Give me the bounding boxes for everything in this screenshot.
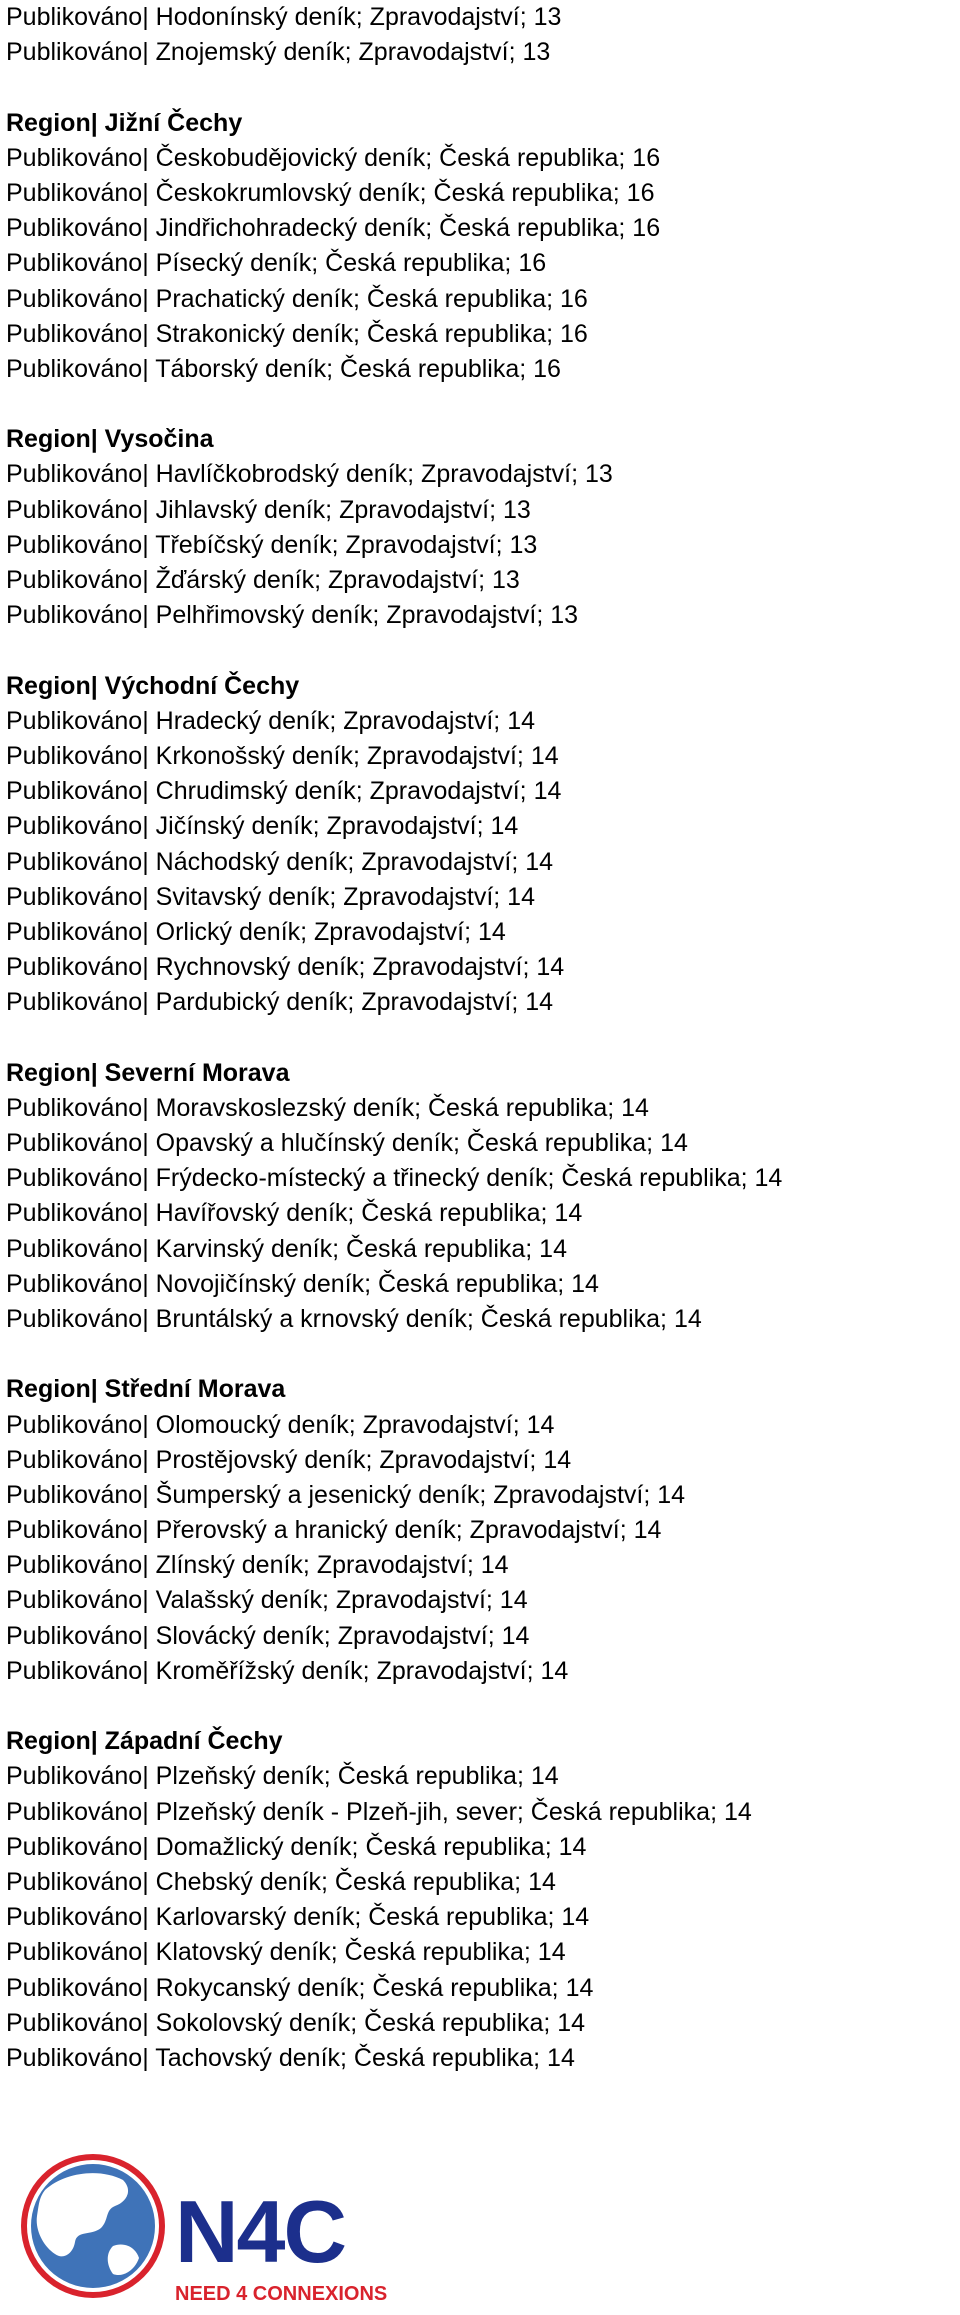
published-prefix: Publikováno| — [6, 1586, 149, 1615]
published-prefix: Publikováno| — [6, 953, 149, 982]
publication-text: Šumperský a jesenický deník; Zpravodajství; 14 — [155, 1480, 686, 1509]
publication-line — [6, 1935, 960, 1970]
publication-text: Pardubický deník; Zpravodajství; 14 — [155, 988, 554, 1017]
publication-text: Prachatický deník; Česká republika; 16 — [155, 284, 588, 313]
document-body — [6, 0, 960, 2076]
publication-line — [6, 1091, 960, 1126]
publication-text: Kroměřížský deník; Zpravodajství; 14 — [155, 1656, 569, 1685]
publication-text: Prostějovský deník; Zpravodajství; 14 — [155, 1445, 572, 1474]
published-prefix: Publikováno| — [6, 460, 149, 489]
publication-text: Sokolovský deník; Česká republika; 14 — [155, 2008, 586, 2037]
publication-text: Znojemský deník; Zpravodajství; 13 — [155, 38, 551, 67]
logo-wordmark: N4C — [175, 2182, 346, 2281]
publication-line — [6, 915, 960, 950]
publication-text: Moravskoslezský deník; Česká republika; 14 — [155, 1093, 649, 1122]
published-prefix: Publikováno| — [6, 1938, 149, 1967]
publication-line — [6, 1900, 960, 1935]
publication-text: Pelhřimovský deník; Zpravodajství; 13 — [155, 601, 579, 630]
region-name: Západní Čechy — [104, 1727, 283, 1756]
publication-text: Frýdecko-místecký a třinecký deník; Česká republika; 14 — [155, 1164, 783, 1193]
publication-text: Žďárský deník; Zpravodajství; 13 — [155, 566, 520, 594]
published-prefix: Publikováno| — [6, 1621, 149, 1650]
published-prefix: Publikováno| — [6, 1867, 149, 1896]
publication-text: Jičínský deník; Zpravodajství; 14 — [155, 812, 519, 841]
publication-text: Chebský deník; Česká republika; 14 — [155, 1867, 556, 1896]
published-prefix: Publikováno| — [6, 2043, 149, 2072]
publication-line — [6, 2006, 960, 2041]
publication-text: Plzeňský deník - Plzeň-jih, sever; Česká republika; 14 — [155, 1797, 752, 1826]
publication-text: Opavský a hlučínský deník; Česká republika; 14 — [155, 1129, 688, 1157]
publication-text: Přerovský a hranický deník; Zpravodajství; 14 — [155, 1516, 662, 1545]
publication-text: Písecký deník; Česká republika; 16 — [155, 249, 547, 278]
publication-text: Domažlický deník; Česká republika; 14 — [155, 1832, 587, 1861]
published-prefix: Publikováno| — [6, 988, 149, 1017]
published-prefix: Publikováno| — [6, 530, 149, 559]
publication-text: Rokycanský deník; Česká republika; 14 — [155, 1973, 594, 2002]
publication-line — [6, 1759, 960, 1794]
region-prefix: Region| — [6, 1727, 98, 1756]
publication-line — [6, 528, 960, 563]
publication-text: Plzeňský deník; Česká republika; 14 — [155, 1762, 559, 1791]
published-prefix: Publikováno| — [6, 1903, 149, 1932]
publication-text: Rychnovský deník; Zpravodajství; 14 — [155, 953, 565, 982]
published-prefix: Publikováno| — [6, 1797, 149, 1826]
published-prefix: Publikováno| — [6, 3, 149, 31]
logo-tagline: NEED 4 CONNEXIONS — [175, 2283, 388, 2305]
published-prefix: Publikováno| — [6, 214, 149, 243]
publication-text: Slovácký deník; Zpravodajství; 14 — [155, 1621, 530, 1650]
section-gap — [6, 1689, 960, 1724]
published-prefix: Publikováno| — [6, 1410, 149, 1439]
publication-line — [6, 1478, 960, 1513]
publication-line — [6, 1971, 960, 2006]
published-prefix: Publikováno| — [6, 1445, 149, 1474]
region-heading — [6, 1372, 960, 1407]
publication-text: Novojičínský deník; Česká republika; 14 — [155, 1269, 599, 1298]
published-prefix: Publikováno| — [6, 917, 149, 946]
publication-line — [6, 1513, 960, 1548]
publication-text: Třebíčský deník; Zpravodajství; 13 — [155, 530, 538, 559]
published-prefix: Publikováno| — [6, 1129, 149, 1157]
publication-line — [6, 598, 960, 633]
publication-line — [6, 457, 960, 492]
section-gap — [6, 633, 960, 668]
publication-line — [6, 1126, 960, 1161]
publication-text: Strakonický deník; Česká republika; 16 — [155, 319, 588, 348]
section-gap — [6, 1020, 960, 1055]
region-name: Severní Morava — [104, 1058, 290, 1087]
publication-line — [6, 1795, 960, 1830]
publication-line — [6, 774, 960, 809]
publication-text: Karvinský deník; Česká republika; 14 — [155, 1234, 567, 1263]
publication-line — [6, 1654, 960, 1689]
publication-text: Tachovský deník; Česká republika; 14 — [155, 2043, 575, 2072]
publication-text: Českokrumlovský deník; Česká republika; 16 — [155, 178, 655, 207]
publication-line — [6, 246, 960, 281]
published-prefix: Publikováno| — [6, 1093, 149, 1122]
published-prefix: Publikováno| — [6, 706, 149, 735]
publication-line — [6, 739, 960, 774]
n4c-logo — [5, 2150, 405, 2310]
publication-text: Krkonošský deník; Zpravodajství; 14 — [155, 741, 559, 770]
published-prefix: Publikováno| — [6, 178, 149, 207]
region-prefix: Region| — [6, 671, 98, 700]
published-prefix: Publikováno| — [6, 2008, 149, 2037]
publication-text: Náchodský deník; Zpravodajství; 14 — [155, 847, 554, 876]
publication-line — [6, 2041, 960, 2076]
publication-text: Českobudějovický deník; Česká republika; 16 — [155, 143, 661, 172]
published-prefix: Publikováno| — [6, 601, 149, 630]
section-gap — [6, 387, 960, 422]
publication-line — [6, 1443, 960, 1478]
published-prefix: Publikováno| — [6, 319, 149, 348]
publication-line — [6, 1196, 960, 1231]
publication-line — [6, 35, 960, 70]
publication-line — [6, 176, 960, 211]
published-prefix: Publikováno| — [6, 1304, 149, 1333]
published-prefix: Publikováno| — [6, 1973, 149, 2002]
published-prefix: Publikováno| — [6, 1199, 149, 1228]
publication-line — [6, 1408, 960, 1443]
published-prefix: Publikováno| — [6, 249, 149, 278]
publication-line — [6, 1161, 960, 1196]
published-prefix: Publikováno| — [6, 354, 149, 383]
publication-line — [6, 317, 960, 352]
publication-line — [6, 985, 960, 1020]
published-prefix: Publikováno| — [6, 566, 149, 594]
region-name: Vysočina — [104, 425, 214, 454]
publication-line — [6, 845, 960, 880]
publication-line — [6, 1619, 960, 1654]
publication-line — [6, 141, 960, 176]
published-prefix: Publikováno| — [6, 1656, 149, 1685]
published-prefix: Publikováno| — [6, 741, 149, 770]
publication-text: Chrudimský deník; Zpravodajství; 14 — [155, 777, 562, 806]
publication-line — [6, 493, 960, 528]
region-name: Východní Čechy — [104, 671, 300, 700]
publication-line — [6, 704, 960, 739]
publication-line — [6, 211, 960, 246]
publication-line — [6, 282, 960, 317]
publication-text: Hodonínský deník; Zpravodajství; 13 — [155, 3, 562, 31]
publication-text: Valašský deník; Zpravodajství; 14 — [155, 1586, 528, 1615]
published-prefix: Publikováno| — [6, 847, 149, 876]
publication-text: Havířovský deník; Česká republika; 14 — [155, 1199, 583, 1228]
published-prefix: Publikováno| — [6, 1516, 149, 1545]
publication-text: Táborský deník; Česká republika; 16 — [155, 354, 561, 383]
published-prefix: Publikováno| — [6, 143, 149, 172]
published-prefix: Publikováno| — [6, 284, 149, 313]
publication-line — [6, 1830, 960, 1865]
publication-line — [6, 1548, 960, 1583]
publication-text: Orlický deník; Zpravodajství; 14 — [155, 917, 506, 946]
published-prefix: Publikováno| — [6, 1164, 149, 1193]
publication-text: Jindřichohradecký deník; Česká republika; 16 — [155, 214, 661, 243]
publication-text: Bruntálský a krnovský deník; Česká republika; 14 — [155, 1304, 702, 1333]
region-heading — [6, 106, 960, 141]
publication-text: Olomoucký deník; Zpravodajství; 14 — [155, 1410, 555, 1439]
publication-text: Jihlavský deník; Zpravodajství; 13 — [155, 495, 531, 524]
publication-line — [6, 352, 960, 387]
region-heading — [6, 422, 960, 457]
section-gap — [6, 70, 960, 105]
publication-line — [6, 809, 960, 844]
publication-text: Zlínský deník; Zpravodajství; 14 — [155, 1551, 509, 1580]
published-prefix: Publikováno| — [6, 1269, 149, 1298]
published-prefix: Publikováno| — [6, 882, 149, 911]
globe-icon — [21, 2154, 165, 2298]
region-name: Jižní Čechy — [104, 108, 243, 137]
publication-line — [6, 1302, 960, 1337]
region-heading — [6, 1056, 960, 1091]
published-prefix: Publikováno| — [6, 1762, 149, 1791]
publication-line — [6, 1583, 960, 1618]
region-heading — [6, 669, 960, 704]
publication-line — [6, 1267, 960, 1302]
published-prefix: Publikováno| — [6, 812, 149, 841]
publication-line — [6, 563, 960, 598]
region-prefix: Region| — [6, 1375, 98, 1404]
published-prefix: Publikováno| — [6, 1832, 149, 1861]
published-prefix: Publikováno| — [6, 38, 149, 67]
publication-line — [6, 950, 960, 985]
published-prefix: Publikováno| — [6, 495, 149, 524]
publication-text: Karlovarský deník; Česká republika; 14 — [155, 1903, 590, 1932]
publication-line — [6, 1865, 960, 1900]
region-heading — [6, 1724, 960, 1759]
published-prefix: Publikováno| — [6, 1234, 149, 1263]
publication-line — [6, 1232, 960, 1267]
region-name: Střední Morava — [104, 1375, 286, 1404]
published-prefix: Publikováno| — [6, 1480, 149, 1509]
section-gap — [6, 1337, 960, 1372]
region-prefix: Region| — [6, 108, 98, 137]
publication-text: Klatovský deník; Česká republika; 14 — [155, 1938, 566, 1967]
published-prefix: Publikováno| — [6, 777, 149, 806]
publication-text: Havlíčkobrodský deník; Zpravodajství; 13 — [155, 460, 613, 489]
region-prefix: Region| — [6, 425, 98, 454]
published-prefix: Publikováno| — [6, 1551, 149, 1580]
region-prefix: Region| — [6, 1058, 98, 1087]
publication-line — [6, 880, 960, 915]
publication-line — [6, 0, 960, 35]
publication-text: Svitavský deník; Zpravodajství; 14 — [155, 882, 535, 911]
publication-text: Hradecký deník; Zpravodajství; 14 — [155, 706, 536, 735]
